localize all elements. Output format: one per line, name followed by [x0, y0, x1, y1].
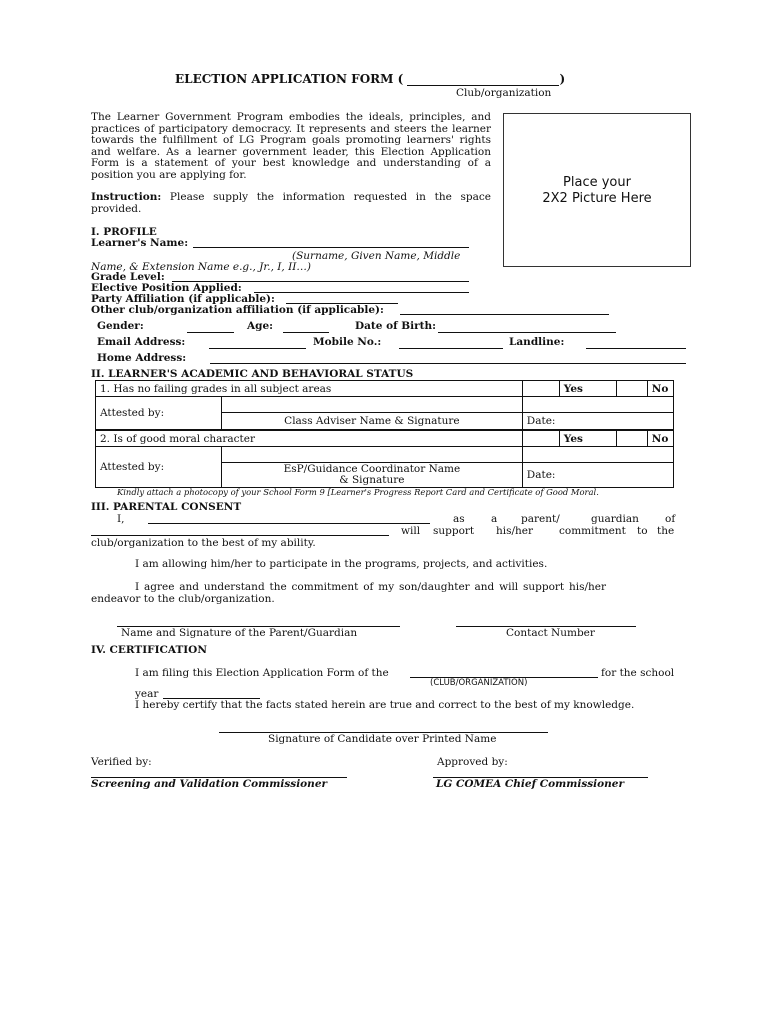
for-school-text: for the school: [601, 667, 675, 679]
landline-field[interactable]: [586, 348, 686, 349]
dob-field[interactable]: [438, 332, 616, 333]
year-label: year: [135, 688, 159, 700]
consent-p3b: endeavor to the club/organization.: [91, 593, 275, 605]
parent-name-field[interactable]: [148, 523, 430, 524]
child-name-field[interactable]: [91, 535, 389, 536]
party-affiliation-label: Party Affiliation (if applicable):: [91, 293, 275, 305]
consent-commitment: commitment: [559, 525, 626, 537]
grade-level-label: Grade Level:: [91, 271, 165, 283]
consent-parent: parent/: [521, 513, 560, 525]
photo-box[interactable]: [503, 113, 691, 267]
attachment-note: Kindly attach a photocopy of your School Form 9 [Learner's Progress Report Card and Certificate of Good Moral.: [117, 487, 599, 497]
esp-date[interactable]: [522, 463, 673, 488]
instruction-text: Please supply the information requested in the space provided.: [91, 191, 491, 215]
parent-signature-caption: Name and Signature of the Parent/Guardian: [121, 627, 358, 639]
club-name-blank[interactable]: [407, 74, 559, 86]
adviser-caption: Class Adviser Name & Signature: [222, 413, 523, 430]
landline-label: Landline:: [509, 336, 565, 348]
comea-commissioner: LG COMEA Chief Commissioner: [436, 778, 625, 790]
filing-text: I am filing this Election Application Form of the: [135, 667, 389, 679]
status-heading: II. LEARNER'S ACADEMIC AND BEHAVIORAL STATUS: [91, 368, 414, 380]
photo-line-2: 2X2 Picture Here: [542, 191, 652, 206]
email-label: Email Address:: [97, 336, 186, 348]
screening-commissioner: Screening and Validation Commissioner: [91, 778, 328, 790]
adviser-date-label: Date:: [526, 415, 556, 427]
consent-to: to: [637, 525, 648, 537]
other-affiliation-label: Other club/organization affiliation (if applicable):: [91, 304, 384, 316]
gender-field[interactable]: [187, 332, 234, 333]
other-affiliation-field[interactable]: [400, 314, 609, 315]
consent-the: the: [657, 525, 675, 537]
mobile-field[interactable]: [399, 348, 503, 349]
esp-caption-2: & Signature: [339, 474, 405, 486]
consent-as: as: [453, 513, 465, 525]
certification-heading: IV. CERTIFICATION: [91, 644, 207, 656]
consent-support: support: [433, 525, 475, 537]
form-title: [175, 72, 565, 86]
no-label-1: No: [647, 381, 673, 397]
instruction-label: Instruction:: [91, 191, 162, 203]
status-item-2: 2. Is of good moral character: [96, 431, 523, 447]
elective-position-label: Elective Position Applied:: [91, 282, 242, 294]
consent-heading: III. PARENTAL CONSENT: [91, 501, 242, 513]
title-caption: Club/organization: [456, 87, 552, 99]
attested-label-2: Attested by:: [96, 447, 222, 488]
mobile-label: Mobile No.:: [313, 336, 382, 348]
club-caption: (CLUB/ORGANIZATION): [430, 678, 528, 688]
no-check-1[interactable]: [616, 381, 647, 397]
age-field[interactable]: [283, 332, 329, 333]
name-hint-2: Name, & Extension Name e.g., Jr., I, II…): [91, 261, 311, 273]
status-item-1: 1. Has no failing grades in all subject areas: [96, 381, 523, 397]
attested-label-1: Attested by:: [96, 397, 222, 430]
consent-of: of: [665, 513, 676, 525]
gender-label: Gender:: [97, 320, 144, 332]
esp-sign-field[interactable]: [222, 447, 523, 463]
consent-line-3: club/organization to the best of my ability.: [91, 537, 316, 549]
status-table-2: [95, 430, 674, 488]
status-table-1: [95, 380, 674, 430]
learner-name-label: Learner's Name:: [91, 237, 189, 249]
email-field[interactable]: [209, 348, 306, 349]
yes-check-1[interactable]: [522, 381, 559, 397]
dob-label: Date of Birth:: [355, 320, 437, 332]
consent-i: I,: [117, 513, 125, 525]
candidate-signature-caption: Signature of Candidate over Printed Name: [268, 733, 497, 745]
consent-a: a: [491, 513, 498, 525]
consent-p2: I am allowing him/her to participate in the programs, projects, and activities.: [135, 558, 548, 570]
instruction: [91, 192, 491, 215]
yes-label-2: Yes: [559, 431, 616, 447]
consent-will: will: [401, 525, 421, 537]
adviser-date[interactable]: [522, 413, 673, 430]
esp-caption: [222, 463, 523, 488]
esp-blank[interactable]: [522, 447, 673, 463]
form-title-text: ELECTION APPLICATION FORM (: [175, 72, 404, 86]
contact-number-caption: Contact Number: [506, 627, 595, 639]
profile-heading: I. PROFILE: [91, 226, 157, 238]
approved-by-label: Approved by:: [437, 756, 508, 768]
consent-p3a: I agree and understand the commitment of my son/daughter and will support his/her: [135, 581, 607, 593]
esp-date-label: Date:: [526, 469, 556, 481]
learner-name-field[interactable]: [193, 247, 469, 248]
consent-his: his/her: [496, 525, 534, 537]
home-address-label: Home Address:: [97, 352, 187, 364]
yes-check-2[interactable]: [522, 431, 559, 447]
no-label-2: No: [647, 431, 673, 447]
elective-position-field[interactable]: [254, 292, 469, 293]
adviser-sign-field[interactable]: [222, 397, 523, 413]
adviser-blank[interactable]: [522, 397, 673, 413]
no-check-2[interactable]: [616, 431, 647, 447]
certify-text: I hereby certify that the facts stated herein are true and correct to the best of my knowledge.: [135, 699, 635, 711]
home-address-field[interactable]: [210, 363, 686, 364]
age-label: Age:: [247, 320, 274, 332]
intro-paragraph: The Learner Government Program embodies the ideals, principles, and practices of participatory democracy. It represents and steers the learner towards the fulfillment of LG Program goals promoting learners' rights and welfare. As a learner government leader, this Election Application Form is a statement of your best knowledge and understanding of a position you are applying for.: [91, 111, 491, 181]
name-hint-1: (Surname, Given Name, Middle: [292, 250, 461, 262]
photo-line-1: Place your: [563, 175, 631, 190]
consent-guardian: guardian: [591, 513, 639, 525]
yes-label-1: Yes: [559, 381, 616, 397]
form-title-close: ): [559, 72, 566, 86]
verified-by-label: Verified by:: [91, 756, 152, 768]
esp-caption-1: EsP/Guidance Coordinator Name: [283, 463, 461, 475]
